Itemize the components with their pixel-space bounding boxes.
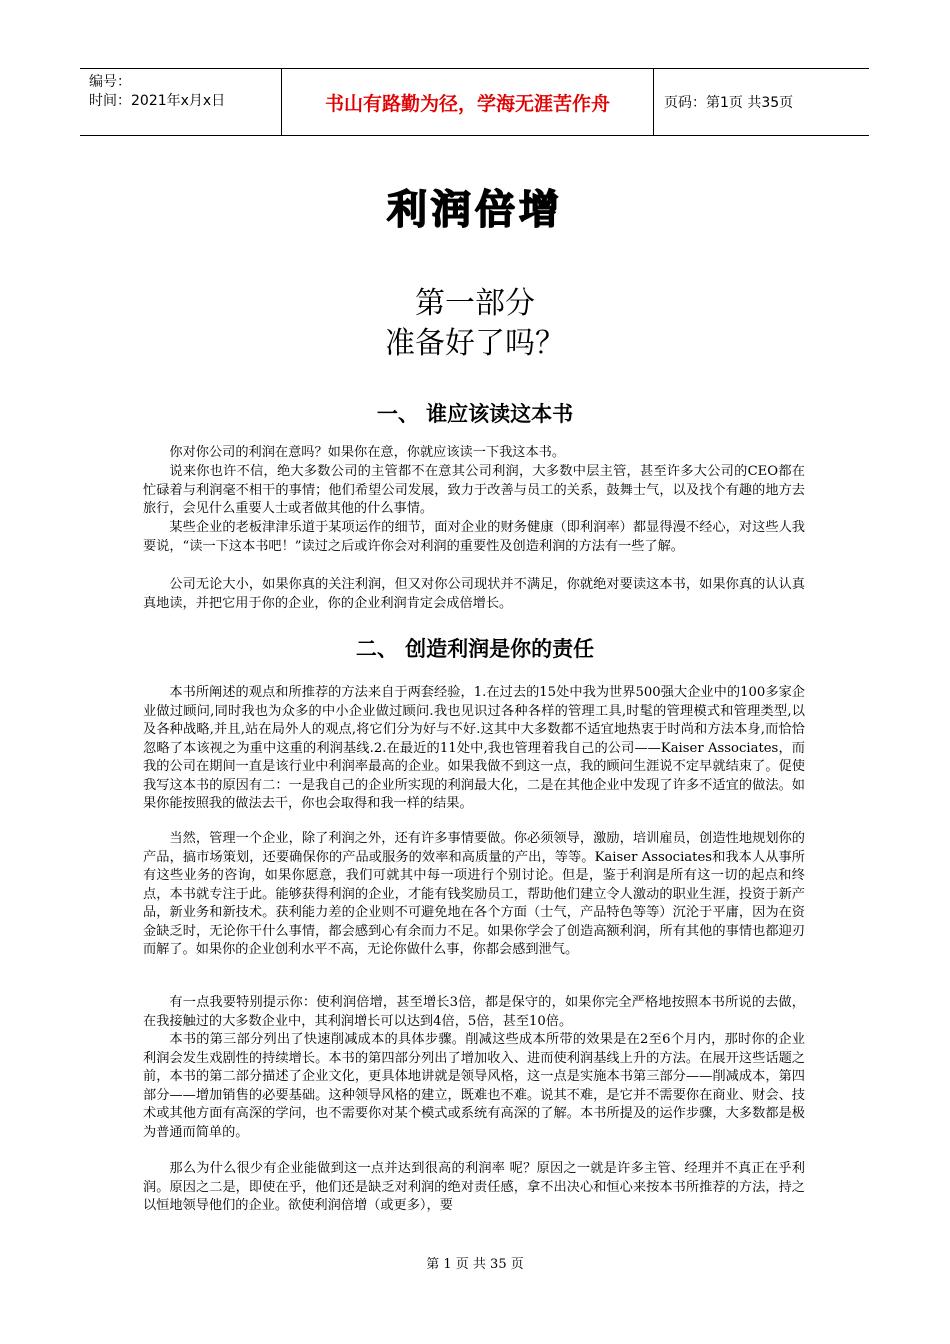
header-motto: 书山有路勤为径，学海无涯苦作舟 (281, 69, 654, 135)
body-paragraph: 本书的第三部分列出了快速削减成本的具体步骤。削减这些成本所带的效果是在2至6个月内，那时你的企业利润会发生戏剧性的持续增长。本书的第四部分列出了增加收入、进而使利润基线上升的方法。在展开这些话题之前，本书的第二部分描述了企业文化，更具体地讲就是领导风格，这一点是实施本书第三部分——削减成本，第四部分——增加销售的必要基础。这种领导风格的建立，既难也不难。说其不难，是它并不需要你在商业、财会、技术或其他方面有高深的学问，也不需要你对某个模式或系统有高深的了解。本书所提及的运作步骤，大多数都是极为普通而简单的。 (143, 1032, 805, 1140)
document-number-label: 编号： (89, 74, 131, 90)
section-heading: 一、 谁应该读这本书 (376, 402, 574, 426)
page-footer: 第 1 页 共 35 页 (426, 1257, 524, 1272)
body-paragraph: 你对你公司的利润在意吗？如果你在意，你就应该读一下我这本书。 (169, 445, 566, 460)
part-subtitle: 准备好了吗？ (385, 326, 565, 361)
body-paragraph: 某些企业的老板津津乐道于某项运作的细节，面对企业的财务健康（即利润率）都显得漫不经心，对这些人我要说，“读一下这本书吧！”读过之后或许你会对利润的重要性及创造利润的方法有一些了解。 (143, 520, 805, 554)
body-paragraph: 那么为什么很少有企业能做到这一点并达到很高的利润率 呢？原因之一就是许多主管、经理并不真正在乎利润。原因之二是，即使在乎，他们还是缺乏对利润的绝对责任感，拿不出决心和恒心来按本书所推荐的方法，持之以恒地领导他们的企业。欲使利润倍增（或更多），要 (143, 1161, 805, 1213)
part-number: 第一部分 (415, 286, 535, 321)
body-paragraph: 说来你也许不信，绝大多数公司的主管都不在意其公司利润，大多数中层主管，甚至许多大公司的CEO都在忙碌着与利润毫不相干的事情；他们希望公司发展，致力于改善与员工的关系，鼓舞士气，以及找个有趣的地方去旅行，会见什么重要人士或者做其他的什么事情。 (143, 464, 805, 516)
document-header (80, 68, 869, 136)
body-paragraph: 本书所阐述的观点和所推荐的方法来自于两套经验，1.在过去的15处中我为世界500强大企业中的100多家企业做过顾问,同时我也为众多的中小企业做过顾问.我也见识过各种各样的管理工具,时髦的管理模式和管理类型,以及各种战略,并且,站在局外人的观点,将它们分为好与不好.这其中大多数都不适宜地热衷于时尚和方法本身,而恰恰忽略了本该视之为重中这重的利润基线.2.在最近的11处中,我也管理着我自己的公司——Kaiser Associates，而我的公司在期间一直是该行业中利润率最高的企业。如果我做不到这一点，我的顾问生涯说不定早就结束了。促使我写这本书的原因有二：一是我自己的企业所实现的利润最大化，二是在其他企业中发现了许多不适宜的做法。如果你能按照我的做法去干，你也会取得和我一样的结果。 (143, 685, 805, 811)
document-title: 利润倍增 (387, 187, 563, 233)
header-page-info: 页码：第1页 共35页 (664, 95, 794, 111)
body-paragraph: 公司无论大小，如果你真的关注利润，但又对你公司现状并不满足，你就绝对要读这本书，如果你真的认认真真地读，并把它用于你的企业，你的企业利润肯定会成倍增长。 (143, 577, 805, 611)
header-meta (80, 69, 281, 135)
body-paragraph: 有一点我要特别提示你：使利润倍增，甚至增长3倍，都是保守的，如果你完全严格地按照本书所说的去做，在我接触过的大多数企业中，其利润增长可以达到4倍，5倍，甚至10倍。 (143, 995, 805, 1029)
body-paragraph: 当然，管理一个企业，除了利润之外，还有许多事情要做。你必须领导，激励，培训雇员，创造性地规划你的产品，搞市场策划，还要确保你的产品或服务的效率和高质量的产出，等等。Kaiser Associates和我本人从事所有这些业务的咨询，如果你愿意，我们可就其中每一项进行个别讨论。但是，鉴于利润是所有这一切的起点和终点，本书就专注于此。能够获得利润的企业，才能有钱奖励员工，帮助他们建立令人激动的职业生涯，投资于新产品，新业务和新技术。获利能力差的企业则不可避免地在各个方面（士气，产品特色等等）沉沦于平庸，因为在资金缺乏时，无论你干什么事情，都会感到心有余而力不足。如果你学会了创造高额利润，所有其他的事情也都迎刃而解了。如果你的企业创利水平不高，无论你做什么事，你都会感到泄气。 (143, 831, 805, 957)
document-time-label: 时间：2021年x月x日 (89, 93, 226, 109)
section-heading: 二、 创造利润是你的责任 (355, 637, 595, 661)
